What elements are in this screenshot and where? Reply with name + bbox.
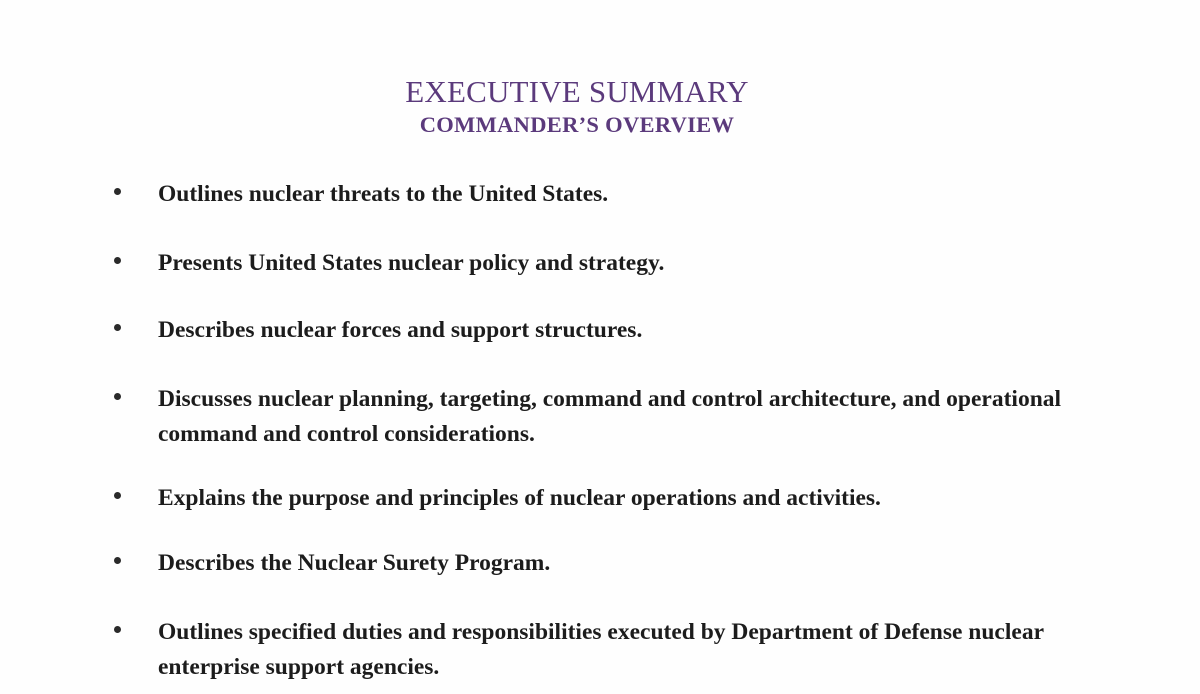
bullet-item [114, 177, 1074, 212]
bullet-icon [114, 492, 121, 499]
bullet-icon [114, 188, 121, 195]
bullet-icon [114, 393, 121, 400]
bullet-item [114, 382, 1074, 452]
bullet-item [114, 313, 1074, 348]
bullet-text: Discusses nuclear planning, targeting, command and control architecture, and operational command and control considerations. [158, 386, 1062, 447]
bullet-text: Outlines specified duties and responsibilities executed by Department of Defense nuclear enterprise support agencies. [158, 619, 1044, 680]
bullet-item [114, 546, 1074, 581]
bullet-icon [114, 626, 121, 633]
bullet-text: Describes the Nuclear Surety Program. [158, 550, 551, 576]
page-subtitle: COMMANDER’S OVERVIEW [419, 112, 735, 137]
bullet-icon [114, 324, 121, 331]
bullet-icon [114, 257, 121, 264]
bullet-text: Describes nuclear forces and support structures. [158, 317, 643, 343]
bullet-text: Outlines nuclear threats to the United States. [158, 181, 609, 207]
bullet-icon [114, 557, 121, 564]
bullet-item [114, 615, 1074, 685]
bullet-text: Explains the purpose and principles of nuclear operations and activities. [158, 485, 881, 511]
bullet-item [114, 246, 1074, 281]
page-title: EXECUTIVE SUMMARY [405, 74, 749, 109]
bullet-item [114, 481, 1074, 516]
bullet-text: Presents United States nuclear policy and strategy. [158, 250, 665, 276]
